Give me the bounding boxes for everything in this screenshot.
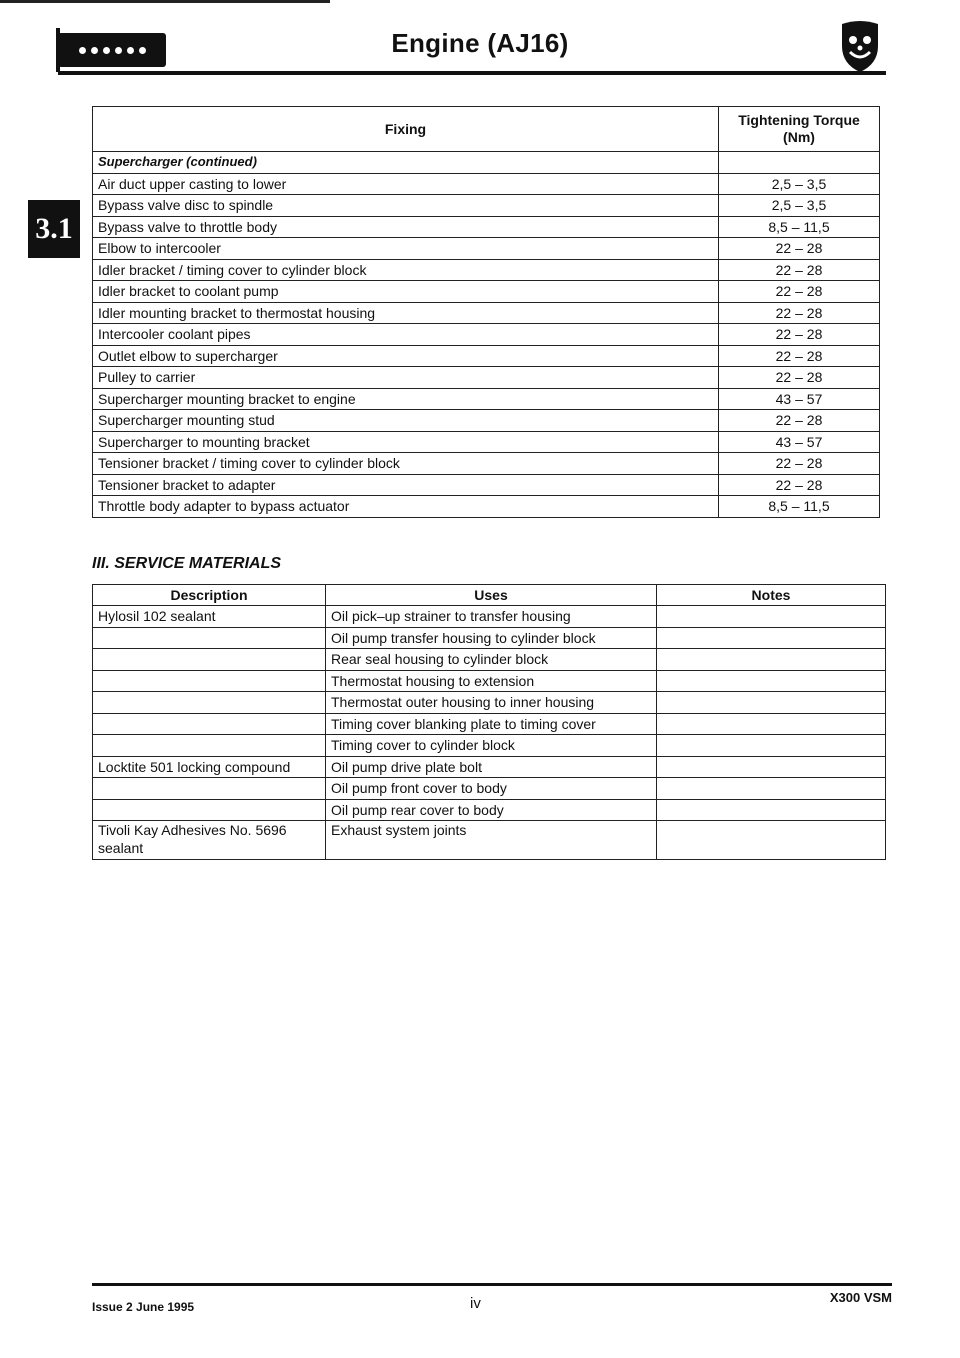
group-heading: Supercharger (continued) (93, 152, 719, 174)
notes-cell (657, 756, 886, 778)
torque-cell: 22 – 28 (719, 324, 880, 346)
description-cell (93, 649, 326, 671)
page-number: iv (470, 1295, 481, 1312)
description-cell (93, 670, 326, 692)
fixing-cell: Intercooler coolant pipes (93, 324, 719, 346)
torque-cell: 22 – 28 (719, 345, 880, 367)
fixing-cell: Tensioner bracket to adapter (93, 474, 719, 496)
fixing-cell: Outlet elbow to supercharger (93, 345, 719, 367)
uses-cell: Oil pick–up strainer to transfer housing (326, 606, 657, 628)
table-row (93, 345, 880, 367)
description-cell (93, 799, 326, 821)
uses-cell: Rear seal housing to cylinder block (326, 649, 657, 671)
notes-cell (657, 713, 886, 735)
description-cell (93, 778, 326, 800)
section-tab: 3.1 (28, 200, 80, 258)
uses-cell: Thermostat housing to extension (326, 670, 657, 692)
notes-cell (657, 606, 886, 628)
table-row (93, 799, 886, 821)
torque-cell: 8,5 – 11,5 (719, 496, 880, 518)
table-row (93, 410, 880, 432)
col-uses: Uses (326, 585, 657, 606)
col-notes: Notes (657, 585, 886, 606)
uses-cell: Oil pump drive plate bolt (326, 756, 657, 778)
top-rule (0, 0, 330, 3)
table-row (93, 735, 886, 757)
fixing-cell: Bypass valve disc to spindle (93, 195, 719, 217)
torque-cell: 8,5 – 11,5 (719, 216, 880, 238)
torque-cell: 2,5 – 3,5 (719, 195, 880, 217)
fixing-cell: Tensioner bracket / timing cover to cylinder block (93, 453, 719, 475)
table-row (93, 627, 886, 649)
footer-rule (92, 1283, 892, 1286)
table-row (93, 606, 886, 628)
fixing-cell: Air duct upper casting to lower (93, 173, 719, 195)
torque-cell: 22 – 28 (719, 238, 880, 260)
uses-cell: Exhaust system joints (326, 821, 657, 860)
torque-cell: 22 – 28 (719, 302, 880, 324)
uses-cell: Oil pump rear cover to body (326, 799, 657, 821)
service-materials-title: III. SERVICE MATERIALS (92, 555, 282, 572)
notes-cell (657, 821, 886, 860)
group-torque-empty (719, 152, 880, 174)
fixing-cell: Elbow to intercooler (93, 238, 719, 260)
table-row (93, 173, 880, 195)
table-row (93, 324, 880, 346)
table-row (93, 238, 880, 260)
description-cell (93, 692, 326, 714)
uses-cell: Timing cover blanking plate to timing cover (326, 713, 657, 735)
table-row (93, 259, 880, 281)
table-row (93, 496, 880, 518)
table-row (93, 756, 886, 778)
uses-cell: Thermostat outer housing to inner housing (326, 692, 657, 714)
table-row (93, 474, 880, 496)
table-row (93, 778, 886, 800)
uses-cell: Oil pump front cover to body (326, 778, 657, 800)
description-cell (93, 627, 326, 649)
col-fixing: Fixing (93, 107, 719, 152)
jaguar-emblem-icon (838, 20, 882, 74)
description-cell: Hylosil 102 sealant (93, 606, 326, 628)
fixing-cell: Supercharger to mounting bracket (93, 431, 719, 453)
uses-cell: Oil pump transfer housing to cylinder block (326, 627, 657, 649)
torque-cell: 22 – 28 (719, 474, 880, 496)
fixing-cell: Idler mounting bracket to thermostat housing (93, 302, 719, 324)
notes-cell (657, 692, 886, 714)
fixing-cell: Supercharger mounting bracket to engine (93, 388, 719, 410)
table-row (93, 431, 880, 453)
notes-cell (657, 670, 886, 692)
manual-name: X300 VSM (829, 1290, 892, 1305)
torque-cell: 22 – 28 (719, 453, 880, 475)
notes-cell (657, 735, 886, 757)
issue-date: Issue 2 June 1995 (92, 1300, 195, 1314)
table-row (93, 388, 880, 410)
uses-cell: Timing cover to cylinder block (326, 735, 657, 757)
col-description: Description (93, 585, 326, 606)
notes-cell (657, 649, 886, 671)
description-cell: Tivoli Kay Adhesives No. 5696 sealant (93, 821, 326, 860)
fixing-cell: Bypass valve to throttle body (93, 216, 719, 238)
fixings-table (92, 106, 880, 518)
fixing-cell: Throttle body adapter to bypass actuator (93, 496, 719, 518)
table-row (93, 453, 880, 475)
notes-cell (657, 778, 886, 800)
description-cell (93, 735, 326, 757)
torque-cell: 43 – 57 (719, 388, 880, 410)
fixing-cell: Idler bracket to coolant pump (93, 281, 719, 303)
torque-cell: 22 – 28 (719, 281, 880, 303)
table-row (93, 649, 886, 671)
torque-cell: 22 – 28 (719, 259, 880, 281)
fixing-cell: Pulley to carrier (93, 367, 719, 389)
torque-cell: 22 – 28 (719, 367, 880, 389)
table-row (93, 670, 886, 692)
torque-cell: 43 – 57 (719, 431, 880, 453)
description-cell (93, 713, 326, 735)
torque-cell: 2,5 – 3,5 (719, 173, 880, 195)
table-row (93, 195, 880, 217)
table-row (93, 216, 880, 238)
notes-cell (657, 627, 886, 649)
fixing-cell: Idler bracket / timing cover to cylinder block (93, 259, 719, 281)
col-torque: Tightening Torque (Nm) (719, 107, 880, 152)
table-row (93, 713, 886, 735)
table-row (93, 692, 886, 714)
page-title: Engine (AJ16) (391, 28, 569, 58)
fixing-cell: Supercharger mounting stud (93, 410, 719, 432)
table-row (93, 302, 880, 324)
table-row (93, 281, 880, 303)
table-row (93, 367, 880, 389)
description-cell: Locktite 501 locking compound (93, 756, 326, 778)
header-rule (58, 71, 886, 75)
notes-cell (657, 799, 886, 821)
service-materials-table (92, 584, 886, 860)
torque-cell: 22 – 28 (719, 410, 880, 432)
table-row (93, 821, 886, 860)
